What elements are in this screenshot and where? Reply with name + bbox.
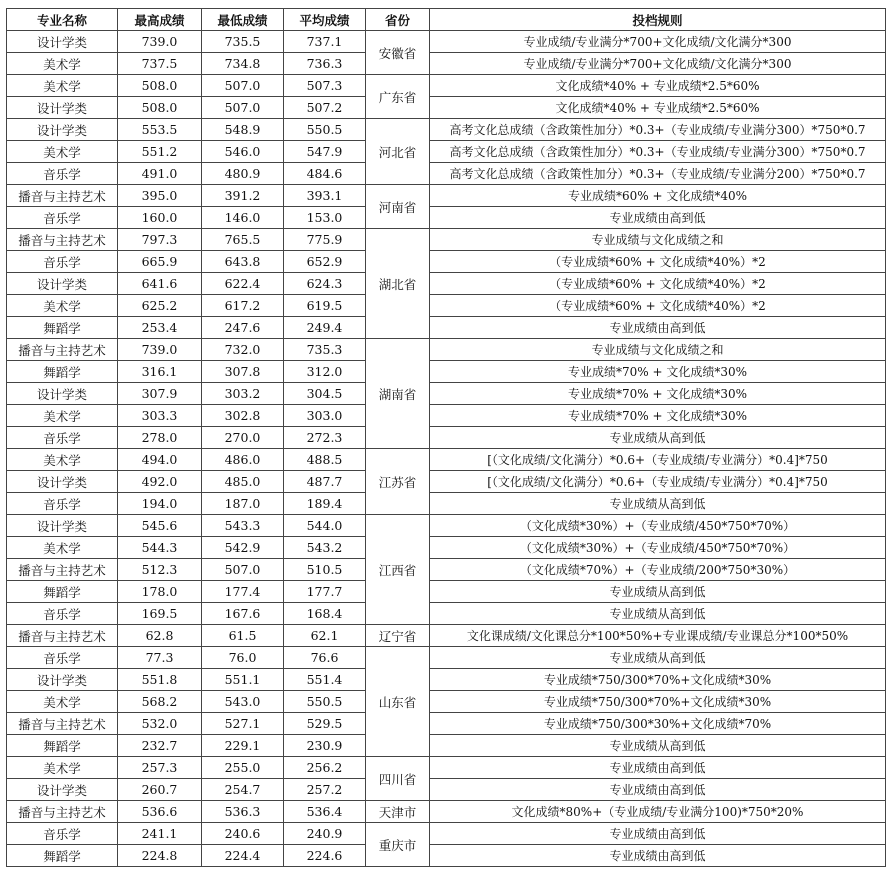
cell-rule: 专业成绩*70% + 文化成绩*30% [430, 383, 886, 405]
header-min-score: 最低成绩 [202, 9, 284, 31]
cell-major: 音乐学 [7, 823, 118, 845]
cell-avg-score: 543.2 [284, 537, 366, 559]
table-row [7, 581, 886, 603]
cell-rule: 专业成绩与文化成绩之和 [430, 339, 886, 361]
cell-avg-score: 547.9 [284, 141, 366, 163]
cell-min-score: 548.9 [202, 119, 284, 141]
cell-min-score: 167.6 [202, 603, 284, 625]
cell-major: 音乐学 [7, 427, 118, 449]
table-row [7, 141, 886, 163]
table-row [7, 757, 886, 779]
cell-avg-score: 736.3 [284, 53, 366, 75]
cell-rule: [（文化成绩/文化满分）*0.6+（专业成绩/专业满分）*0.4]*750 [430, 449, 886, 471]
cell-rule: （专业成绩*60% + 文化成绩*40%）*2 [430, 273, 886, 295]
cell-major: 音乐学 [7, 207, 118, 229]
table-row [7, 471, 886, 493]
score-table-wrapper [6, 8, 886, 867]
table-row [7, 691, 886, 713]
cell-province: 四川省 [366, 757, 430, 801]
cell-avg-score: 240.9 [284, 823, 366, 845]
cell-province: 江西省 [366, 515, 430, 625]
cell-min-score: 255.0 [202, 757, 284, 779]
cell-min-score: 507.0 [202, 75, 284, 97]
cell-province: 湖南省 [366, 339, 430, 449]
table-row [7, 713, 886, 735]
cell-min-score: 229.1 [202, 735, 284, 757]
cell-rule: 专业成绩由高到低 [430, 823, 886, 845]
table-row [7, 405, 886, 427]
cell-major: 美术学 [7, 691, 118, 713]
cell-avg-score: 544.0 [284, 515, 366, 537]
cell-rule: 专业成绩*750/300*70%+文化成绩*30% [430, 691, 886, 713]
cell-major: 音乐学 [7, 647, 118, 669]
cell-avg-score: 312.0 [284, 361, 366, 383]
header-avg-score: 平均成绩 [284, 9, 366, 31]
cell-max-score: 545.6 [118, 515, 202, 537]
cell-min-score: 177.4 [202, 581, 284, 603]
cell-avg-score: 168.4 [284, 603, 366, 625]
cell-avg-score: 272.3 [284, 427, 366, 449]
cell-max-score: 532.0 [118, 713, 202, 735]
cell-max-score: 739.0 [118, 31, 202, 53]
cell-rule: 专业成绩*60% + 文化成绩*40% [430, 185, 886, 207]
table-row [7, 603, 886, 625]
cell-province: 河北省 [366, 119, 430, 185]
cell-avg-score: 487.7 [284, 471, 366, 493]
cell-rule: 高考文化总成绩（含政策性加分）*0.3+（专业成绩/专业满分300）*750*0.7 [430, 141, 886, 163]
cell-rule: 高考文化总成绩（含政策性加分）*0.3+（专业成绩/专业满分300）*750*0.7 [430, 119, 886, 141]
cell-max-score: 491.0 [118, 163, 202, 185]
cell-major: 音乐学 [7, 163, 118, 185]
cell-min-score: 765.5 [202, 229, 284, 251]
cell-province: 湖北省 [366, 229, 430, 339]
cell-rule: 高考文化总成绩（含政策性加分）*0.3+（专业成绩/专业满分200）*750*0.7 [430, 163, 886, 185]
cell-avg-score: 177.7 [284, 581, 366, 603]
table-row [7, 449, 886, 471]
cell-avg-score: 510.5 [284, 559, 366, 581]
cell-major: 设计学类 [7, 779, 118, 801]
cell-max-score: 160.0 [118, 207, 202, 229]
cell-avg-score: 624.3 [284, 273, 366, 295]
cell-avg-score: 735.3 [284, 339, 366, 361]
header-province: 省份 [366, 9, 430, 31]
admission-score-table [6, 8, 886, 867]
cell-major: 设计学类 [7, 471, 118, 493]
cell-min-score: 617.2 [202, 295, 284, 317]
cell-rule: 专业成绩从高到低 [430, 427, 886, 449]
table-row [7, 75, 886, 97]
cell-max-score: 77.3 [118, 647, 202, 669]
cell-avg-score: 488.5 [284, 449, 366, 471]
cell-rule: 专业成绩/专业满分*700+文化成绩/文化满分*300 [430, 53, 886, 75]
cell-min-score: 543.0 [202, 691, 284, 713]
cell-min-score: 247.6 [202, 317, 284, 339]
cell-major: 美术学 [7, 449, 118, 471]
cell-major: 设计学类 [7, 383, 118, 405]
cell-min-score: 643.8 [202, 251, 284, 273]
cell-min-score: 527.1 [202, 713, 284, 735]
table-row [7, 493, 886, 515]
cell-avg-score: 619.5 [284, 295, 366, 317]
cell-avg-score: 550.5 [284, 691, 366, 713]
cell-max-score: 641.6 [118, 273, 202, 295]
cell-min-score: 622.4 [202, 273, 284, 295]
cell-avg-score: 550.5 [284, 119, 366, 141]
cell-rule: 专业成绩*70% + 文化成绩*30% [430, 361, 886, 383]
cell-min-score: 546.0 [202, 141, 284, 163]
header-max-score: 最高成绩 [118, 9, 202, 31]
cell-min-score: 543.3 [202, 515, 284, 537]
cell-major: 播音与主持艺术 [7, 185, 118, 207]
cell-major: 美术学 [7, 295, 118, 317]
cell-major: 播音与主持艺术 [7, 625, 118, 647]
cell-max-score: 568.2 [118, 691, 202, 713]
table-row [7, 207, 886, 229]
table-row [7, 383, 886, 405]
cell-province: 山东省 [366, 647, 430, 757]
header-rule: 投档规则 [430, 9, 886, 31]
cell-major: 设计学类 [7, 119, 118, 141]
cell-rule: 文化成绩*40% + 专业成绩*2.5*60% [430, 75, 886, 97]
cell-rule: （专业成绩*60% + 文化成绩*40%）*2 [430, 295, 886, 317]
cell-min-score: 542.9 [202, 537, 284, 559]
cell-rule: 专业成绩与文化成绩之和 [430, 229, 886, 251]
cell-max-score: 536.6 [118, 801, 202, 823]
cell-major: 美术学 [7, 757, 118, 779]
cell-min-score: 480.9 [202, 163, 284, 185]
cell-avg-score: 507.3 [284, 75, 366, 97]
cell-max-score: 307.9 [118, 383, 202, 405]
cell-max-score: 737.5 [118, 53, 202, 75]
table-row [7, 273, 886, 295]
cell-province: 河南省 [366, 185, 430, 229]
table-row [7, 669, 886, 691]
cell-avg-score: 536.4 [284, 801, 366, 823]
table-row [7, 251, 886, 273]
cell-max-score: 625.2 [118, 295, 202, 317]
cell-min-score: 224.4 [202, 845, 284, 867]
cell-major: 音乐学 [7, 603, 118, 625]
table-row [7, 31, 886, 53]
cell-rule: （文化成绩*30%）+（专业成绩/450*750*70%） [430, 537, 886, 559]
cell-province: 安徽省 [366, 31, 430, 75]
cell-major: 舞蹈学 [7, 361, 118, 383]
cell-avg-score: 224.6 [284, 845, 366, 867]
table-row [7, 317, 886, 339]
cell-avg-score: 529.5 [284, 713, 366, 735]
cell-max-score: 257.3 [118, 757, 202, 779]
cell-major: 播音与主持艺术 [7, 229, 118, 251]
cell-max-score: 316.1 [118, 361, 202, 383]
cell-min-score: 254.7 [202, 779, 284, 801]
cell-avg-score: 551.4 [284, 669, 366, 691]
cell-rule: 专业成绩*70% + 文化成绩*30% [430, 405, 886, 427]
cell-rule: 专业成绩由高到低 [430, 207, 886, 229]
cell-major: 音乐学 [7, 251, 118, 273]
cell-rule: 专业成绩从高到低 [430, 735, 886, 757]
cell-province: 辽宁省 [366, 625, 430, 647]
cell-major: 音乐学 [7, 493, 118, 515]
table-row [7, 295, 886, 317]
cell-major: 舞蹈学 [7, 581, 118, 603]
cell-avg-score: 249.4 [284, 317, 366, 339]
cell-avg-score: 652.9 [284, 251, 366, 273]
table-header-row [7, 9, 886, 31]
cell-max-score: 492.0 [118, 471, 202, 493]
cell-min-score: 507.0 [202, 97, 284, 119]
cell-min-score: 302.8 [202, 405, 284, 427]
cell-max-score: 260.7 [118, 779, 202, 801]
cell-max-score: 739.0 [118, 339, 202, 361]
cell-rule: 专业成绩由高到低 [430, 757, 886, 779]
cell-major: 播音与主持艺术 [7, 801, 118, 823]
cell-min-score: 146.0 [202, 207, 284, 229]
table-row [7, 845, 886, 867]
cell-avg-score: 304.5 [284, 383, 366, 405]
cell-max-score: 253.4 [118, 317, 202, 339]
cell-rule: （专业成绩*60% + 文化成绩*40%）*2 [430, 251, 886, 273]
cell-major: 美术学 [7, 405, 118, 427]
cell-rule: 专业成绩由高到低 [430, 845, 886, 867]
cell-rule: 专业成绩从高到低 [430, 581, 886, 603]
cell-max-score: 169.5 [118, 603, 202, 625]
cell-max-score: 224.8 [118, 845, 202, 867]
table-row [7, 823, 886, 845]
cell-major: 美术学 [7, 75, 118, 97]
cell-province: 江苏省 [366, 449, 430, 515]
cell-max-score: 241.1 [118, 823, 202, 845]
cell-avg-score: 737.1 [284, 31, 366, 53]
cell-avg-score: 257.2 [284, 779, 366, 801]
cell-min-score: 485.0 [202, 471, 284, 493]
cell-province: 天津市 [366, 801, 430, 823]
cell-min-score: 61.5 [202, 625, 284, 647]
table-row [7, 163, 886, 185]
cell-min-score: 303.2 [202, 383, 284, 405]
cell-min-score: 551.1 [202, 669, 284, 691]
cell-avg-score: 303.0 [284, 405, 366, 427]
cell-max-score: 551.2 [118, 141, 202, 163]
cell-max-score: 232.7 [118, 735, 202, 757]
cell-major: 设计学类 [7, 515, 118, 537]
cell-min-score: 76.0 [202, 647, 284, 669]
cell-max-score: 395.0 [118, 185, 202, 207]
cell-major: 舞蹈学 [7, 735, 118, 757]
cell-rule: 专业成绩*750/300*70%+文化成绩*30% [430, 669, 886, 691]
table-row [7, 515, 886, 537]
cell-max-score: 303.3 [118, 405, 202, 427]
cell-min-score: 391.2 [202, 185, 284, 207]
cell-rule: 专业成绩从高到低 [430, 603, 886, 625]
cell-min-score: 536.3 [202, 801, 284, 823]
cell-max-score: 665.9 [118, 251, 202, 273]
cell-rule: （文化成绩*30%）+（专业成绩/450*750*70%） [430, 515, 886, 537]
cell-min-score: 307.8 [202, 361, 284, 383]
cell-min-score: 734.8 [202, 53, 284, 75]
cell-avg-score: 76.6 [284, 647, 366, 669]
cell-rule: 专业成绩/专业满分*700+文化成绩/文化满分*300 [430, 31, 886, 53]
cell-major: 美术学 [7, 141, 118, 163]
table-row [7, 625, 886, 647]
cell-major: 设计学类 [7, 31, 118, 53]
cell-major: 播音与主持艺术 [7, 713, 118, 735]
cell-avg-score: 230.9 [284, 735, 366, 757]
cell-max-score: 553.5 [118, 119, 202, 141]
cell-min-score: 240.6 [202, 823, 284, 845]
cell-min-score: 735.5 [202, 31, 284, 53]
table-row [7, 801, 886, 823]
table-row [7, 537, 886, 559]
cell-min-score: 270.0 [202, 427, 284, 449]
cell-max-score: 512.3 [118, 559, 202, 581]
table-row [7, 185, 886, 207]
cell-major: 播音与主持艺术 [7, 559, 118, 581]
cell-max-score: 797.3 [118, 229, 202, 251]
cell-avg-score: 393.1 [284, 185, 366, 207]
cell-major: 舞蹈学 [7, 845, 118, 867]
cell-province: 重庆市 [366, 823, 430, 867]
cell-rule: 专业成绩由高到低 [430, 779, 886, 801]
cell-province: 广东省 [366, 75, 430, 119]
cell-major: 设计学类 [7, 273, 118, 295]
cell-major: 美术学 [7, 53, 118, 75]
cell-rule: 专业成绩*750/300*30%+文化成绩*70% [430, 713, 886, 735]
cell-max-score: 508.0 [118, 97, 202, 119]
cell-max-score: 62.8 [118, 625, 202, 647]
cell-max-score: 508.0 [118, 75, 202, 97]
cell-rule: （文化成绩*70%）+（专业成绩/200*750*30%） [430, 559, 886, 581]
cell-major: 美术学 [7, 537, 118, 559]
cell-max-score: 278.0 [118, 427, 202, 449]
cell-min-score: 732.0 [202, 339, 284, 361]
cell-major: 设计学类 [7, 669, 118, 691]
cell-max-score: 178.0 [118, 581, 202, 603]
cell-min-score: 187.0 [202, 493, 284, 515]
cell-avg-score: 153.0 [284, 207, 366, 229]
cell-avg-score: 775.9 [284, 229, 366, 251]
table-body [7, 31, 886, 867]
cell-max-score: 544.3 [118, 537, 202, 559]
cell-avg-score: 256.2 [284, 757, 366, 779]
cell-avg-score: 484.6 [284, 163, 366, 185]
cell-major: 播音与主持艺术 [7, 339, 118, 361]
table-row [7, 119, 886, 141]
cell-avg-score: 507.2 [284, 97, 366, 119]
table-row [7, 97, 886, 119]
table-row [7, 427, 886, 449]
cell-max-score: 551.8 [118, 669, 202, 691]
cell-rule: 专业成绩从高到低 [430, 647, 886, 669]
cell-rule: 专业成绩从高到低 [430, 493, 886, 515]
table-row [7, 229, 886, 251]
table-row [7, 361, 886, 383]
cell-max-score: 494.0 [118, 449, 202, 471]
cell-major: 舞蹈学 [7, 317, 118, 339]
table-row [7, 779, 886, 801]
cell-max-score: 194.0 [118, 493, 202, 515]
cell-rule: 文化成绩*80%+（专业成绩/专业满分100)*750*20% [430, 801, 886, 823]
cell-min-score: 486.0 [202, 449, 284, 471]
cell-major: 设计学类 [7, 97, 118, 119]
cell-rule: 文化成绩*40% + 专业成绩*2.5*60% [430, 97, 886, 119]
cell-avg-score: 189.4 [284, 493, 366, 515]
table-row [7, 53, 886, 75]
table-row [7, 647, 886, 669]
cell-rule: 专业成绩由高到低 [430, 317, 886, 339]
cell-rule: [（文化成绩/文化满分）*0.6+（专业成绩/专业满分）*0.4]*750 [430, 471, 886, 493]
table-row [7, 339, 886, 361]
cell-rule: 文化课成绩/文化课总分*100*50%+专业课成绩/专业课总分*100*50% [430, 625, 886, 647]
cell-avg-score: 62.1 [284, 625, 366, 647]
cell-min-score: 507.0 [202, 559, 284, 581]
table-row [7, 735, 886, 757]
table-row [7, 559, 886, 581]
header-major: 专业名称 [7, 9, 118, 31]
